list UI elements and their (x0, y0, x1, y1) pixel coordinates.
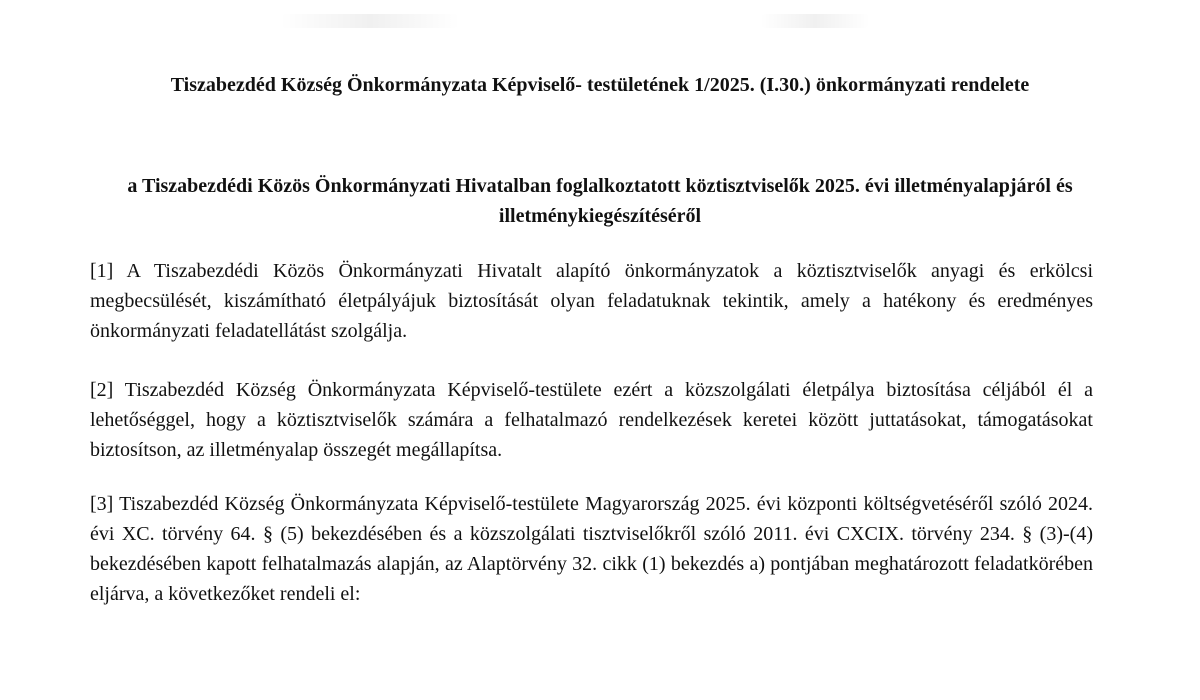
paragraph-3: [3] Tiszabezdéd Község Önkormányzata Képviselő-testülete Magyarország 2025. évi központi költségvetéséről szóló 2024. évi XC. törvény 64. § (5) bekezdésében és a közszolgálati tisztviselőkről szóló 2011. évi CXCIX. törvény 234. § (3)-(4) bekezdésében kapott felhatalmazás alapján, az Alaptörvény 32. cikk (1) bekezdés a) pontjában meghatározott feladatkörében eljárva, a következőket rendeli el: (90, 493, 1093, 605)
document-title: Tiszabezdéd Község Önkormányzata Képviselő- testületének 1/2025. (I.30.) önkormányzati rendelete (170, 74, 1030, 96)
scan-artifact (760, 14, 870, 28)
paragraph-2: [2] Tiszabezdéd Község Önkormányzata Képviselő-testülete ezért a közszolgálati életpálya biztosítása céljából él a lehetőséggel, hogy a köztisztviselők számára a felhatalmazó rendelkezések keretei között juttatásokat, támogatásokat biztosítson, az illetményalap összegét megállapítsa. (90, 379, 1093, 461)
document-subtitle: a Tiszabezdédi Közös Önkormányzati Hivatalban foglalkoztatott köztisztviselők 2025. évi illetményalapjáról és illetménykiegészítéséről (127, 175, 1073, 227)
paragraph-1: [1] A Tiszabezdédi Közös Önkormányzati Hivatalt alapító önkormányzatok a köztisztviselők anyagi és erkölcsi megbecsülését, kiszámítható életpályájuk biztosítását olyan feladatuknak tekintik, amely a hatékony és eredményes önkormányzati feladatellátást szolgálja. (90, 260, 1093, 342)
scan-artifact (280, 14, 460, 28)
